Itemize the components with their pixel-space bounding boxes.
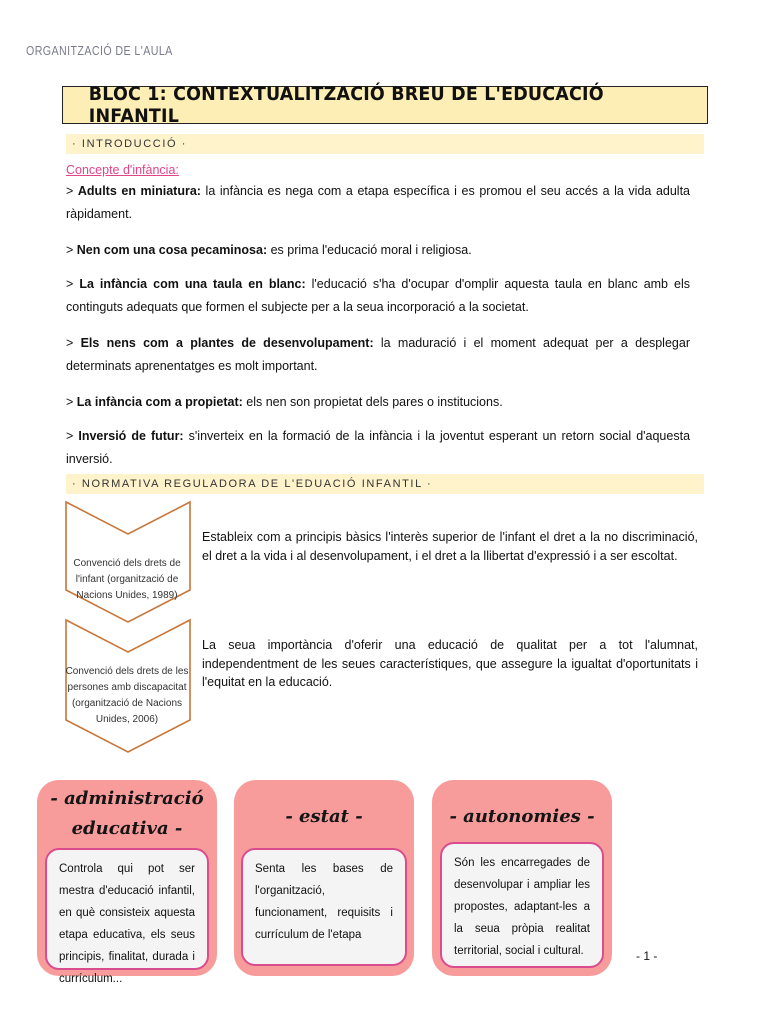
concept-label: Concepte d'infància: [66,163,179,177]
item-term: Adults en miniatura: [77,184,201,198]
item-term: La infància com una taula en blanc: [79,277,306,291]
card-estat [234,780,414,976]
item-term: Inversió de futur: [78,429,184,443]
running-header: ORGANITZACIÓ DE L'AULA [26,43,173,58]
item-term: Els nens com a plantes de desenvolupament: [80,336,374,350]
section-normativa-bar [66,474,704,494]
card-title: - administració educativa - [50,788,204,839]
list-item: > La infància com a propietat: els nen son propietat dels pares o institucions. [66,395,503,409]
item-term: La infància com a propietat: [76,395,243,409]
list-item: > Adults en miniatura: la infància es nega com a etapa específica i es promou el seu accés a la vida adulta ràpidament. [66,184,691,221]
section-normativa-label: · NORMATIVA REGULADORA DE L'EDUACIÓ INFANTIL · [72,478,433,490]
norm-name: Convenció dels drets de les persones amb discapacitat (organització de Nacions Unides, 2006) [65,666,189,725]
list-item: > La infància com una taula en blanc: l'educació s'ha d'ocupar d'omplir aquesta taula en blanc amb els continguts adequats que formen el subjecte per a la seua incorporació a la societat. [66,277,690,314]
norm-description: La seua importància d'oferir una educació de qualitat per a tot l'alumnat, independentment de les seues característiques, que assegure la igualtat d'oportunitats i l'equitat en la educació. [202,638,698,689]
item-text: s'inverteix en la formació de la infància i la joventut esperant un retorn social d'aquesta inversió. [66,429,691,466]
list-item: > Els nens com a plantes de desenvolupament: la maduració i el moment adequat per a desplegar determinats aprenentatges es molt important. [66,336,690,373]
norm-description: Estableix com a principis bàsics l'interès superior de l'infant el dret a la no discriminació, el dret a la vida i al desenvolupament, i el dret a la llibertat d'expressió i a ser escoltat. [202,530,698,563]
card-title: - estat - [285,806,363,827]
card-administracio [37,780,217,985]
card-autonomies [432,780,612,976]
card-text: Controla qui pot ser mestra d'educació infantil, en què consisteix aquesta etapa educativa, els seus principis, finalitat, durada i currículum... [45,848,209,970]
bloc-title: BLOC 1: CONTEXTUALITZACIÓ BREU DE L'EDUCACIÓ INFANTIL [88,83,604,127]
section-intro-bar [66,134,704,154]
bloc-title-box [62,83,708,127]
item-term: Nen com una cosa pecaminosa: [76,243,268,257]
page-number: - 1 - [636,949,658,963]
item-text: els nen son propietat dels pares o institucions. [242,395,503,409]
card-text: Són les encarregades de desenvolupar i ampliar les propostes, adaptant-les a la seua pròpia realitat territorial, social i cultural. [440,842,604,968]
list-item: > Nen com una cosa pecaminosa: es prima l'educació moral i religiosa. [66,243,472,257]
norm-chevron-2 [62,616,194,756]
item-text: es prima l'educació moral i religiosa. [267,243,472,257]
list-item: > Inversió de futur: s'inverteix en la formació de la infància i la joventut esperant un retorn social d'aquesta inversió. [66,429,691,466]
norm-name: Convenció dels drets de l'infant (organització de Nacions Unides, 1989) [73,558,181,601]
section-intro-label: · INTRODUCCIÓ · [72,138,188,150]
card-title: - autonomies - [449,806,595,827]
card-text: Senta les bases de l'organització, funcionament, requisits i currículum de l'etapa [241,848,407,966]
item-text: la maduració i el moment adequat per a desplegar determinats aprenentatges es molt important. [66,336,690,373]
item-text: l'educació s'ha d'ocupar d'omplir aquesta taula en blanc amb els continguts adequats que formen el subjecte per a la seua incorporació a la societat. [66,277,690,314]
item-text: la infància es nega com a etapa específica i es promou el seu accés a la vida adulta ràpidament. [66,184,691,221]
norm-chevron-1 [62,498,194,626]
